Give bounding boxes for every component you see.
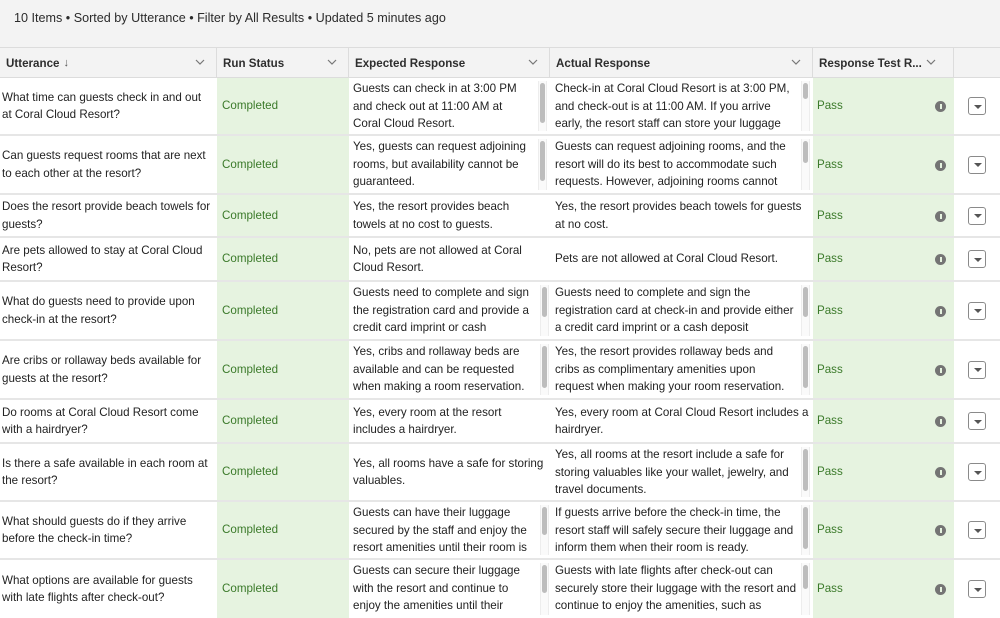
run-status-text: Completed bbox=[222, 303, 279, 317]
response-test-result-cell bbox=[813, 341, 954, 398]
expected-response-cell bbox=[349, 502, 550, 558]
expected-response-text: Guests need to complete and sign the registration card and provide a credit card imprint or cash bbox=[353, 286, 529, 334]
actual-response-cell bbox=[550, 195, 813, 236]
table-row bbox=[0, 238, 1000, 282]
utterance-cell bbox=[0, 400, 217, 442]
utterance-text: Do rooms at Coral Cloud Resort come with a hairdryer? bbox=[2, 405, 199, 436]
utterance-cell bbox=[0, 502, 217, 558]
row-actions-cell bbox=[954, 195, 1000, 236]
row-actions-cell bbox=[954, 238, 1000, 280]
run-status-cell bbox=[217, 502, 349, 558]
info-icon[interactable] bbox=[935, 254, 946, 265]
expected-response-scrollbar[interactable] bbox=[540, 344, 549, 395]
actual-response-text: Pets are not allowed at Coral Cloud Resort. bbox=[555, 252, 778, 266]
actual-response-cell bbox=[550, 282, 813, 339]
utterance-text: Is there a safe available in each room at the resort? bbox=[2, 456, 208, 487]
actual-response-cell bbox=[550, 560, 813, 618]
run-status-cell bbox=[217, 78, 349, 134]
run-status-cell bbox=[217, 444, 349, 500]
actual-response-cell bbox=[550, 136, 813, 193]
row-actions-menu-button[interactable] bbox=[968, 97, 986, 115]
expected-response-text: Yes, every room at the resort includes a hairdryer. bbox=[353, 405, 502, 436]
actual-response-cell bbox=[550, 238, 813, 280]
run-status-cell bbox=[217, 238, 349, 280]
expected-response-text: Yes, all rooms have a safe for storing valuables. bbox=[353, 456, 544, 487]
expected-response-cell bbox=[349, 341, 550, 398]
actual-response-text: Yes, every room at Coral Cloud Resort includes a hairdryer. bbox=[555, 405, 809, 436]
actual-response-text: Yes, all rooms at the resort include a safe for storing valuables like your wallet, jewelry, and travel documents. bbox=[555, 448, 789, 496]
column-label: Run Status bbox=[223, 56, 285, 70]
table-row bbox=[0, 444, 1000, 502]
sort-descending-icon: ↓ bbox=[63, 57, 69, 69]
actual-response-text: Yes, the resort provides rollaway beds and cribs as complimentary amenities upon request when making your room reservation. bbox=[555, 345, 785, 393]
expected-response-text: Guests can check in at 3:00 PM and check out at 11:00 AM at Coral Cloud Resort. bbox=[353, 82, 517, 130]
row-actions-menu-button[interactable] bbox=[968, 156, 986, 174]
chevron-down-icon[interactable] bbox=[194, 56, 206, 68]
info-icon[interactable] bbox=[935, 101, 946, 112]
expected-response-scrollbar[interactable] bbox=[540, 285, 549, 336]
run-status-text: Completed bbox=[222, 523, 279, 537]
actual-response-text: If guests arrive before the check-in time, the resort staff will safely secure their luggage and inform them when their room is ready. bbox=[555, 506, 794, 554]
utterance-text: What should guests do if they arrive before the check-in time? bbox=[2, 514, 187, 545]
utterance-cell bbox=[0, 560, 217, 618]
chevron-down-icon[interactable] bbox=[527, 56, 539, 68]
actual-response-cell bbox=[550, 341, 813, 398]
actual-response-scrollbar[interactable] bbox=[801, 344, 810, 395]
info-icon[interactable] bbox=[935, 584, 946, 595]
expected-response-cell bbox=[349, 444, 550, 500]
response-test-result-cell bbox=[813, 238, 954, 280]
row-actions-cell bbox=[954, 341, 1000, 398]
row-actions-cell bbox=[954, 400, 1000, 442]
run-status-cell bbox=[217, 400, 349, 442]
table-row bbox=[0, 136, 1000, 195]
response-test-result-cell bbox=[813, 78, 954, 134]
result-text: Pass bbox=[817, 414, 843, 428]
row-actions-menu-button[interactable] bbox=[968, 521, 986, 539]
expected-response-cell bbox=[349, 195, 550, 236]
run-status-text: Completed bbox=[222, 465, 279, 479]
result-text: Pass bbox=[817, 465, 843, 479]
actual-response-scrollbar[interactable] bbox=[801, 81, 810, 131]
chevron-down-icon[interactable] bbox=[326, 56, 338, 68]
column-header-actual-response[interactable] bbox=[550, 48, 813, 78]
row-actions-cell bbox=[954, 444, 1000, 500]
expected-response-text: Guests can have their luggage secured by the staff and enjoy the resort amenities until their room is bbox=[353, 506, 527, 554]
expected-response-scrollbar[interactable] bbox=[538, 81, 547, 131]
table-row bbox=[0, 400, 1000, 444]
response-test-result-cell bbox=[813, 282, 954, 339]
run-status-text: Completed bbox=[222, 208, 279, 222]
utterance-text: What options are available for guests with late flights after check-out? bbox=[2, 573, 193, 604]
row-actions-menu-button[interactable] bbox=[968, 361, 986, 379]
result-text: Pass bbox=[817, 99, 843, 113]
column-label: Actual Response bbox=[556, 56, 651, 70]
row-actions-menu-button[interactable] bbox=[968, 250, 986, 268]
column-header-actions bbox=[954, 48, 1000, 78]
row-actions-menu-button[interactable] bbox=[968, 580, 986, 598]
column-header-run-status[interactable] bbox=[217, 48, 349, 78]
actual-response-scrollbar[interactable] bbox=[801, 447, 810, 497]
result-text: Pass bbox=[817, 362, 843, 376]
utterance-cell bbox=[0, 282, 217, 339]
actual-response-text: Yes, the resort provides beach towels for guests at no cost. bbox=[555, 200, 802, 231]
expected-response-text: Guests can secure their luggage with the resort and continue to enjoy the amenities until their bbox=[353, 564, 520, 612]
column-header-response-test-result[interactable] bbox=[813, 48, 954, 78]
row-actions-menu-button[interactable] bbox=[968, 207, 986, 225]
table-row bbox=[0, 502, 1000, 560]
run-status-text: Completed bbox=[222, 157, 279, 171]
utterance-text: Are cribs or rollaway beds available for guests at the resort? bbox=[2, 354, 202, 385]
run-status-text: Completed bbox=[222, 99, 279, 113]
run-status-cell bbox=[217, 560, 349, 618]
expected-response-scrollbar[interactable] bbox=[540, 563, 549, 615]
list-summary-bar bbox=[0, 0, 1000, 48]
expected-response-scrollbar[interactable] bbox=[538, 139, 547, 190]
column-label: Utterance bbox=[6, 56, 60, 70]
info-icon[interactable] bbox=[935, 365, 946, 376]
actual-response-cell bbox=[550, 400, 813, 442]
result-text: Pass bbox=[817, 303, 843, 317]
response-test-result-cell bbox=[813, 444, 954, 500]
column-label: Expected Response bbox=[355, 56, 466, 70]
table-row bbox=[0, 341, 1000, 400]
expected-response-cell bbox=[349, 560, 550, 618]
utterance-cell bbox=[0, 78, 217, 134]
actual-response-text: Guests need to complete and sign the registration card at check-in and provide either a credit card imprint or a cash deposit bbox=[555, 286, 794, 334]
run-status-cell bbox=[217, 341, 349, 398]
actual-response-text: Check-in at Coral Cloud Resort is at 3:00 PM, and check-out is at 11:00 AM. If you arrive early, the resort staff can store your luggage bbox=[555, 82, 790, 130]
run-status-text: Completed bbox=[222, 252, 279, 266]
response-test-result-cell bbox=[813, 560, 954, 618]
actual-response-scrollbar[interactable] bbox=[801, 285, 810, 336]
expected-response-text: Yes, guests can request adjoining rooms, but availability cannot be guaranteed. bbox=[353, 140, 526, 188]
response-test-result-cell bbox=[813, 400, 954, 442]
table-header bbox=[0, 48, 1000, 78]
row-actions-menu-button[interactable] bbox=[968, 463, 986, 481]
table-row bbox=[0, 560, 1000, 618]
expected-response-cell bbox=[349, 238, 550, 280]
test-results-table bbox=[0, 48, 1000, 618]
run-status-text: Completed bbox=[222, 582, 279, 596]
result-text: Pass bbox=[817, 523, 843, 537]
expected-response-text: No, pets are not allowed at Coral Cloud Resort. bbox=[353, 243, 522, 274]
table-row bbox=[0, 195, 1000, 238]
run-status-text: Completed bbox=[222, 414, 279, 428]
run-status-text: Completed bbox=[222, 362, 279, 376]
result-text: Pass bbox=[817, 252, 843, 266]
info-icon[interactable] bbox=[935, 467, 946, 478]
run-status-cell bbox=[217, 136, 349, 193]
row-actions-cell bbox=[954, 560, 1000, 618]
info-icon[interactable] bbox=[935, 525, 946, 536]
info-icon[interactable] bbox=[935, 416, 946, 427]
utterance-cell bbox=[0, 136, 217, 193]
result-text: Pass bbox=[817, 208, 843, 222]
actual-response-cell bbox=[550, 444, 813, 500]
result-text: Pass bbox=[817, 582, 843, 596]
chevron-down-icon[interactable] bbox=[790, 56, 802, 68]
expected-response-text: Yes, the resort provides beach towels at no cost to guests. bbox=[353, 200, 510, 231]
response-test-result-cell bbox=[813, 136, 954, 193]
utterance-cell bbox=[0, 238, 217, 280]
utterance-text: What time can guests check in and out at Coral Cloud Resort? bbox=[2, 90, 202, 121]
row-actions-cell bbox=[954, 282, 1000, 339]
expected-response-text: Yes, cribs and rollaway beds are available and can be requested when making a room reservation. bbox=[353, 345, 525, 393]
utterance-cell bbox=[0, 444, 217, 500]
expected-response-cell bbox=[349, 282, 550, 339]
column-header-utterance[interactable] bbox=[0, 48, 217, 78]
response-test-result-cell bbox=[813, 502, 954, 558]
info-icon[interactable] bbox=[935, 211, 946, 222]
row-actions-cell bbox=[954, 502, 1000, 558]
expected-response-cell bbox=[349, 400, 550, 442]
utterance-text: Can guests request rooms that are next to each other at the resort? bbox=[2, 149, 206, 180]
actual-response-text: Guests can request adjoining rooms, and the resort will do its best to accommodate such requests. However, adjoining rooms cannot bbox=[555, 140, 786, 188]
table-row bbox=[0, 78, 1000, 136]
actual-response-text: Guests with late flights after check-out can securely store their luggage with the resort and continue to enjoy the amenities, such as bbox=[555, 564, 797, 612]
actual-response-cell bbox=[550, 502, 813, 558]
expected-response-cell bbox=[349, 136, 550, 193]
expected-response-scrollbar[interactable] bbox=[540, 505, 549, 555]
run-status-cell bbox=[217, 195, 349, 236]
utterance-cell bbox=[0, 341, 217, 398]
run-status-cell bbox=[217, 282, 349, 339]
actual-response-scrollbar[interactable] bbox=[801, 505, 810, 555]
row-actions-cell bbox=[954, 78, 1000, 134]
actual-response-scrollbar[interactable] bbox=[801, 139, 810, 190]
result-text: Pass bbox=[817, 157, 843, 171]
utterance-text: What do guests need to provide upon check-in at the resort? bbox=[2, 295, 195, 326]
row-actions-menu-button[interactable] bbox=[968, 412, 986, 430]
row-actions-cell bbox=[954, 136, 1000, 193]
list-summary-text: 10 Items • Sorted by Utterance • Filter by All Results • Updated 5 minutes ago bbox=[14, 11, 446, 25]
column-label: Response Test R... bbox=[819, 56, 922, 70]
chevron-down-icon[interactable] bbox=[925, 56, 937, 68]
info-icon[interactable] bbox=[935, 160, 946, 171]
column-header-expected-response[interactable] bbox=[349, 48, 550, 78]
actual-response-scrollbar[interactable] bbox=[801, 563, 810, 615]
row-actions-menu-button[interactable] bbox=[968, 302, 986, 320]
utterance-text: Does the resort provide beach towels for guests? bbox=[2, 200, 211, 231]
table-row bbox=[0, 282, 1000, 341]
actual-response-cell bbox=[550, 78, 813, 134]
info-icon[interactable] bbox=[935, 306, 946, 317]
response-test-result-cell bbox=[813, 195, 954, 236]
utterance-cell bbox=[0, 195, 217, 236]
utterance-text: Are pets allowed to stay at Coral Cloud Resort? bbox=[2, 243, 203, 274]
expected-response-cell bbox=[349, 78, 550, 134]
